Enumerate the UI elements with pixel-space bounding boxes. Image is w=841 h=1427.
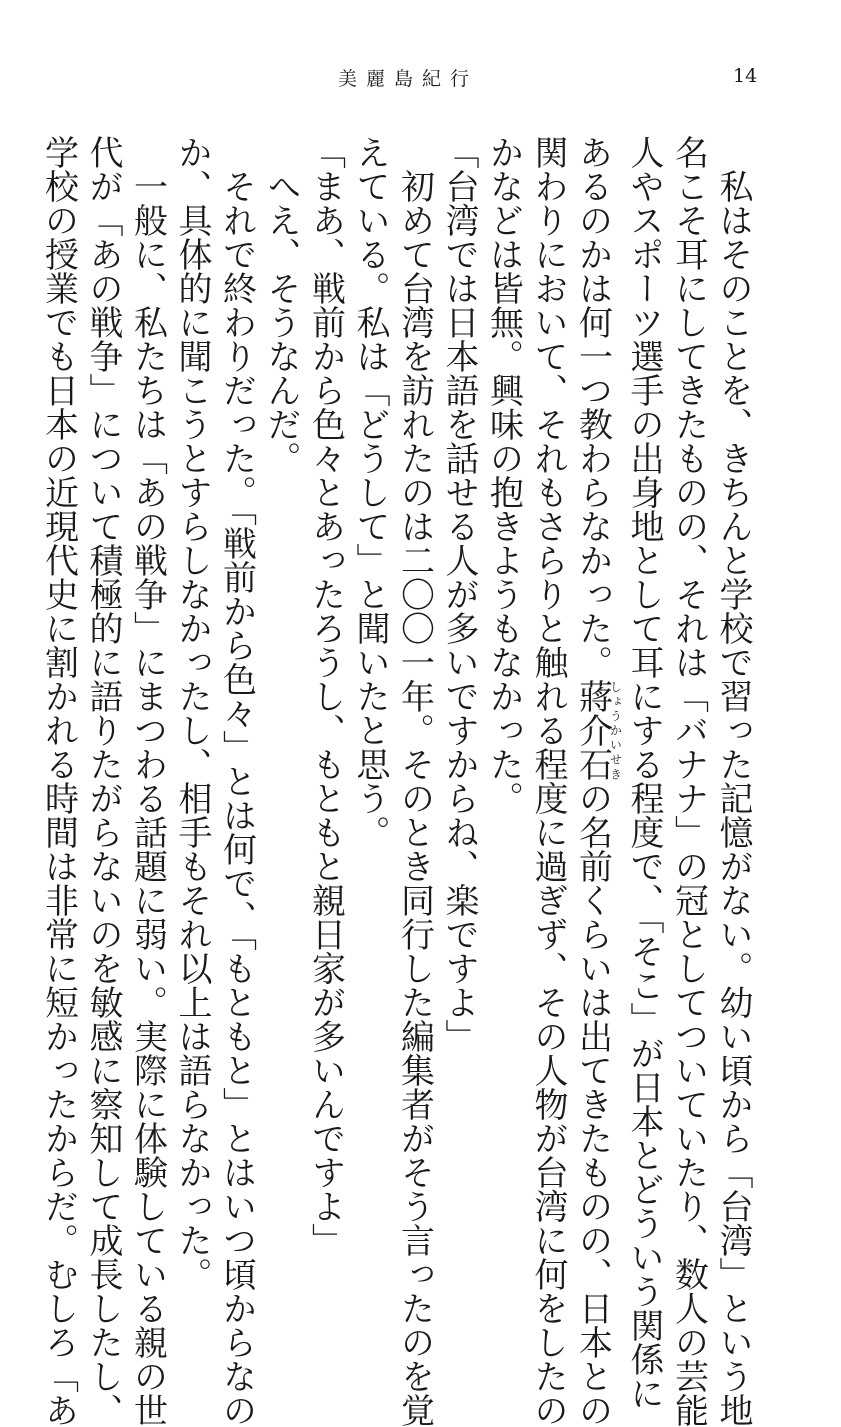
text-line: 関わりにおいて、それもさらりと触れる程度に過ぎず、その人物が台湾に何をしたの xyxy=(528,135,568,1427)
text-line: 人やスポーツ選手の出身地として耳にする程度で、「そこ」が日本とどういう関係に xyxy=(624,135,664,1410)
text-line: 初めて台湾を訪れたのは二〇〇一年。そのとき同行した編集者がそう言ったのを覚 xyxy=(394,169,435,1427)
text-line: 私はそのことを、きちんと学校で習った記憶がない。幼い頃から「台湾」という地 xyxy=(713,169,753,1427)
text-line: えている。私は「どうして」と聞いたと思う。 xyxy=(350,135,390,849)
text-line: 学校の授業でも日本の近現代史に割かれる時間は非常に短かったからだ。むしろ「あ xyxy=(38,135,79,1427)
body-text xyxy=(38,135,755,1427)
ruby-reading: しょうかいせき xyxy=(608,679,623,781)
text-segment: あるのかは何一つ教わらなかった。 xyxy=(572,135,613,679)
running-header-title: 美麗島紀行 xyxy=(338,68,479,90)
page-header xyxy=(0,64,841,104)
text-line: 一般に、私たちは「あの戦争」にまつわる話題に弱い。実際に体験している親の世 xyxy=(127,169,168,1427)
text-line: それで終わりだった。「戦前から色々」とは何で、「もともと」とはいつ頃からなの xyxy=(216,169,257,1427)
dialogue-line: 「台湾では日本語を話せる人が多いですからね、楽ですよ」 xyxy=(439,135,479,1053)
dialogue-line: 「まあ、戦前から色々とあったろうし、もともと親日家が多いんですよ」 xyxy=(305,135,346,1257)
text-segment: の名前くらいは出てきたものの、日本との xyxy=(572,781,613,1427)
text-line: 名こそ耳にしてきたものの、それは「バナナ」の冠としてついていたり、数人の芸能 xyxy=(668,135,709,1427)
page-number: 14 xyxy=(733,65,758,87)
text-line: かなどは皆無。興味の抱きようもなかった。 xyxy=(483,135,524,815)
ruby-base: 蔣介石 xyxy=(572,679,613,781)
text-line: へえ、そうなんだ。 xyxy=(261,169,301,475)
text-line: 代が「あの戦争」について積極的に語りたがらないのを敏感に察知して成長したし、 xyxy=(83,135,123,1427)
text-line: か、具体的に聞こうとすらしなかったし、相手もそれ以上は語らなかった。 xyxy=(172,135,212,1291)
text-line-with-ruby xyxy=(570,135,623,1427)
ruby-annotation xyxy=(572,679,623,781)
